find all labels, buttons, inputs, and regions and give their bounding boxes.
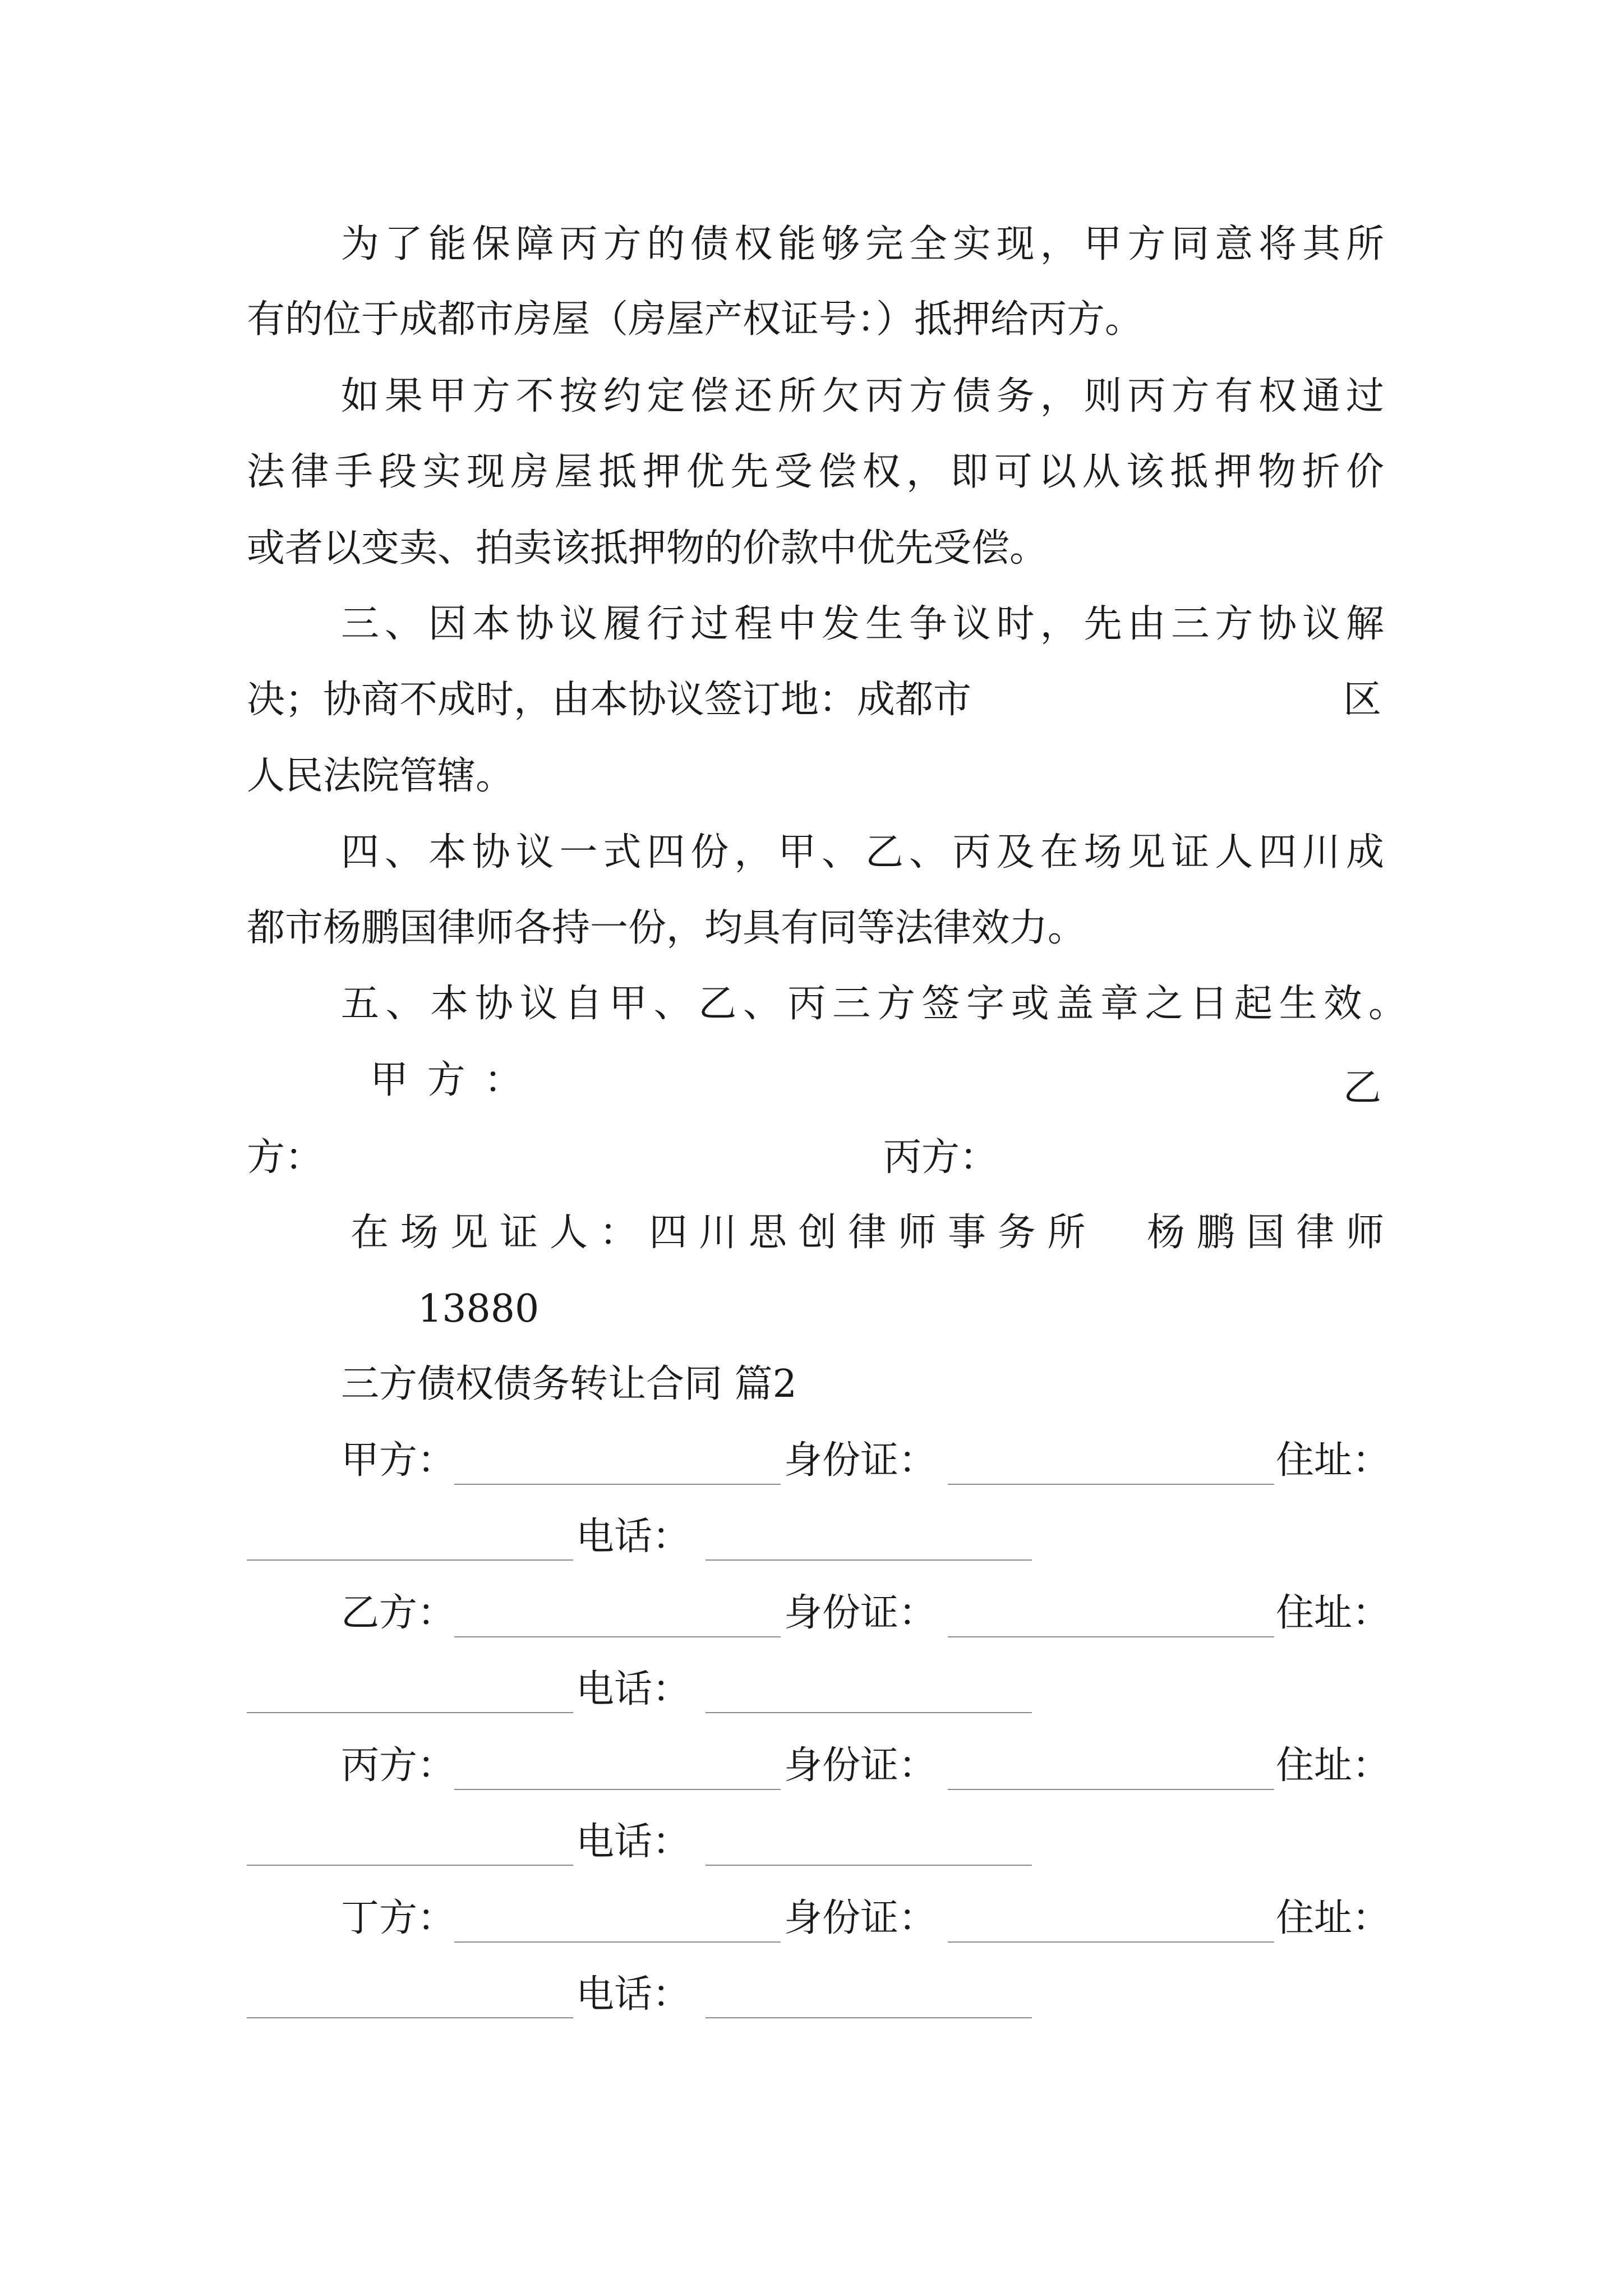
party-b-address-field[interactable] xyxy=(247,1712,573,1713)
party-d-name-field[interactable] xyxy=(454,1941,781,1943)
party-c-id-field[interactable] xyxy=(948,1789,1274,1790)
paragraph-1-line-2: 有的位于成都市房屋（房屋产权证号：）抵押给丙方。 xyxy=(247,297,1144,342)
party-c-address-field[interactable] xyxy=(247,1865,573,1866)
party-d-id-label: 身份证： xyxy=(784,1896,937,1940)
party-b-address-label: 住址： xyxy=(1276,1591,1391,1635)
witness-line: 在场见证人：四川思创律师事务所 杨鹏国律师 xyxy=(351,1211,1384,1255)
party-c-signature-label: 丙方： xyxy=(883,1135,998,1180)
party-a-phone-field[interactable] xyxy=(706,1559,1032,1561)
party-a-label: 甲方： xyxy=(341,1438,456,1483)
party-b-name-field[interactable] xyxy=(454,1636,781,1637)
party-a-phone-label: 电话： xyxy=(576,1515,691,1559)
party-b-phone-field[interactable] xyxy=(706,1712,1032,1713)
party-a-id-field[interactable] xyxy=(948,1484,1274,1485)
party-b-signature-label-a: 乙 xyxy=(1343,1066,1382,1110)
party-b-signature-label-b: 方： xyxy=(247,1135,324,1180)
paragraph-4-line-2: 都市杨鹏国律师各持一份，均具有同等法律效力。 xyxy=(247,906,1086,950)
party-d-label: 丁方： xyxy=(341,1896,456,1940)
paragraph-3-line-1: 三、因本协议履行过程中发生争议时，先由三方协议解 xyxy=(341,602,1384,646)
party-b-id-field[interactable] xyxy=(948,1636,1274,1637)
paragraph-1-line-1: 为了能保障丙方的债权能够完全实现，甲方同意将其所 xyxy=(341,222,1384,266)
party-d-phone-field[interactable] xyxy=(706,2017,1032,2018)
party-c-phone-field[interactable] xyxy=(706,1865,1032,1866)
party-a-name-field[interactable] xyxy=(454,1484,781,1485)
party-a-address-label: 住址： xyxy=(1276,1438,1391,1483)
party-c-label: 丙方： xyxy=(341,1743,456,1788)
paragraph-2-line-1: 如果甲方不按约定偿还所欠丙方债务，则丙方有权通过 xyxy=(341,374,1384,418)
party-a-address-field[interactable] xyxy=(247,1559,573,1561)
party-b-id-label: 身份证： xyxy=(784,1591,937,1635)
party-d-phone-label: 电话： xyxy=(576,1972,691,2017)
party-c-address-label: 住址： xyxy=(1276,1743,1391,1788)
paragraph-2-line-2: 法律手段实现房屋抵押优先受偿权，即可以从该抵押物折价 xyxy=(247,450,1384,494)
party-d-address-field[interactable] xyxy=(247,2017,573,2018)
paragraph-3-line-2: 决；协商不成时，由本协议签订地：成都市 xyxy=(247,678,972,722)
paragraph-3-line-2-district: 区 xyxy=(1343,678,1382,722)
party-a-signature-label: 甲 方 ： xyxy=(370,1058,526,1102)
party-c-phone-label: 电话： xyxy=(576,1820,691,1864)
party-b-phone-label: 电话： xyxy=(576,1667,691,1711)
party-d-id-field[interactable] xyxy=(948,1941,1274,1943)
party-b-label: 乙方： xyxy=(341,1591,456,1635)
paragraph-5-line-1: 五、本协议自甲、乙、丙三方签字或盖章之日起生效。 xyxy=(341,982,1407,1026)
witness-phone: 13880 xyxy=(418,1287,540,1331)
party-c-name-field[interactable] xyxy=(454,1789,781,1790)
section-2-title: 三方债权债务转让合同 篇2 xyxy=(341,1362,797,1406)
party-d-address-label: 住址： xyxy=(1276,1896,1391,1940)
party-c-id-label: 身份证： xyxy=(784,1743,937,1788)
paragraph-3-line-3: 人民法院管辖。 xyxy=(247,754,514,798)
paragraph-4-line-1: 四、本协议一式四份，甲、乙、丙及在场见证人四川成 xyxy=(341,830,1384,875)
paragraph-2-line-3: 或者以变卖、拍卖该抵押物的价款中优先受偿。 xyxy=(247,526,1048,570)
party-a-id-label: 身份证： xyxy=(784,1438,937,1483)
